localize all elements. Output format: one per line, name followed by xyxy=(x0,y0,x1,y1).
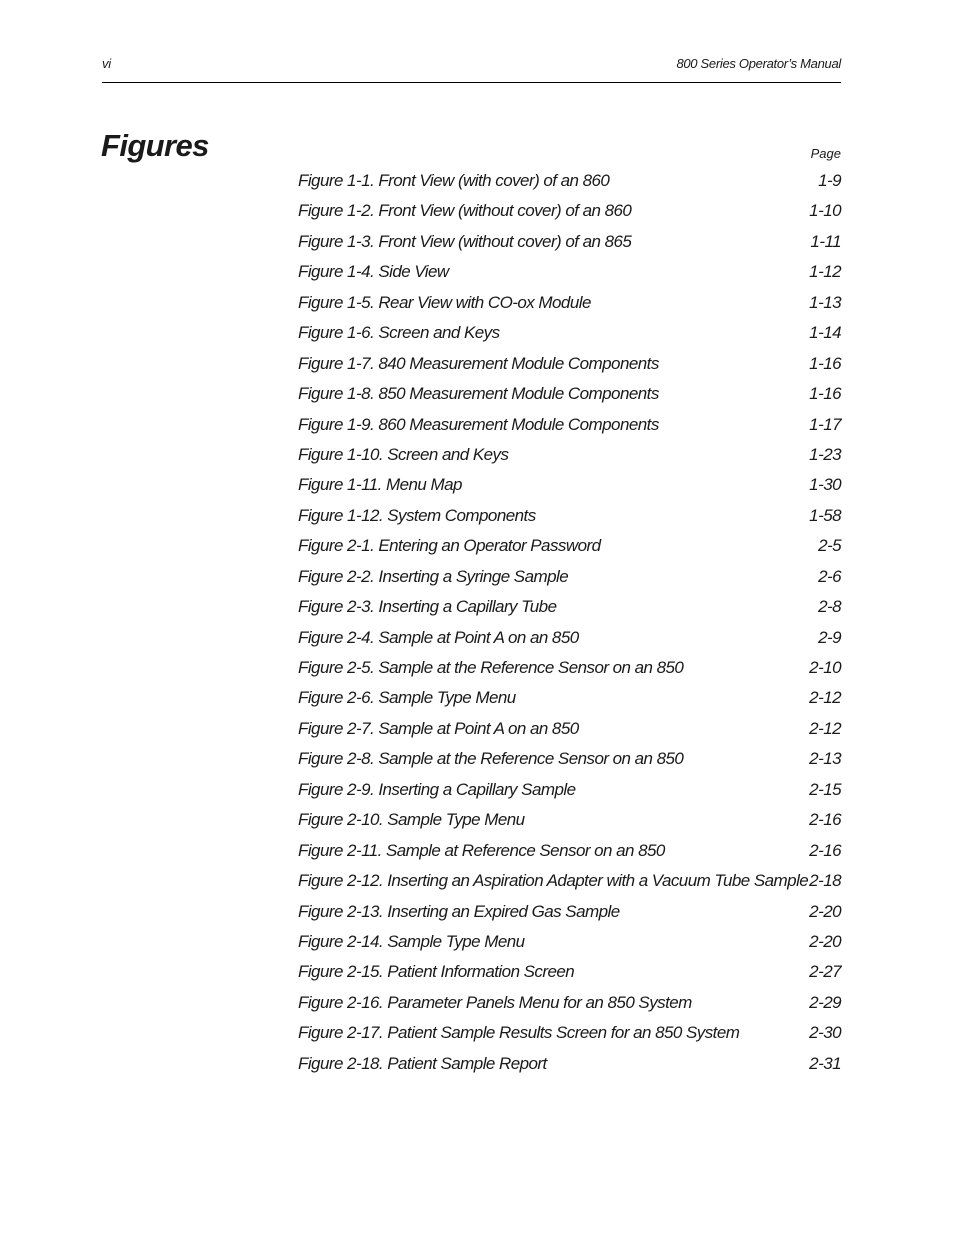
figure-entry xyxy=(298,714,841,744)
figure-entry xyxy=(298,836,841,866)
figure-title: Figure 2-16. Parameter Panels Menu for an 850 System xyxy=(298,992,692,1012)
header-page-number: vi xyxy=(102,56,111,71)
figure-page: 2-15 xyxy=(809,779,841,799)
figure-entry xyxy=(298,196,841,226)
figure-title: Figure 1-2. Front View (without cover) of an 860 xyxy=(298,201,632,221)
page-header xyxy=(102,56,841,83)
figure-title: Figure 1-11. Menu Map xyxy=(298,475,462,495)
page-column-label: Page xyxy=(810,146,841,161)
section-title: Figures xyxy=(101,128,209,163)
figure-page: 2-20 xyxy=(809,931,841,951)
figure-page: 1-9 xyxy=(818,171,841,190)
header-manual-title: 800 Series Operator’s Manual xyxy=(676,56,841,71)
figure-title: Figure 2-6. Sample Type Menu xyxy=(298,688,516,708)
figure-title: Figure 1-1. Front View (with cover) of an 860 xyxy=(298,171,610,190)
figure-title: Figure 2-13. Inserting an Expired Gas Sample xyxy=(298,901,620,921)
figure-title: Figure 1-7. 840 Measurement Module Components xyxy=(298,353,659,373)
figure-entry xyxy=(298,440,841,470)
figure-title: Figure 1-12. System Components xyxy=(298,505,536,525)
figure-page: 2-16 xyxy=(809,810,841,830)
figure-page: 2-27 xyxy=(809,962,841,982)
figure-page: 1-11 xyxy=(810,231,841,251)
figure-page: 1-13 xyxy=(809,292,841,312)
figure-title: Figure 2-10. Sample Type Menu xyxy=(298,810,525,830)
figure-title: Figure 2-3. Inserting a Capillary Tube xyxy=(298,597,557,617)
figure-title: Figure 2-15. Patient Information Screen xyxy=(298,962,575,982)
figure-entry xyxy=(298,744,841,774)
figure-entry xyxy=(298,897,841,927)
figure-title: Figure 2-7. Sample at Point A on an 850 xyxy=(298,718,579,738)
figure-page: 2-30 xyxy=(809,1023,841,1043)
figure-page: 2-5 xyxy=(818,536,841,556)
figure-list xyxy=(298,166,841,1079)
figure-title: Figure 1-5. Rear View with CO-ox Module xyxy=(298,292,591,312)
figure-entry xyxy=(298,288,841,318)
figure-title: Figure 1-3. Front View (without cover) of an 865 xyxy=(298,231,632,251)
figure-title: Figure 2-17. Patient Sample Results Screen for an 850 System xyxy=(298,1023,740,1043)
figure-title: Figure 2-9. Inserting a Capillary Sample xyxy=(298,779,576,799)
figure-entry xyxy=(298,653,841,683)
figure-entry xyxy=(298,562,841,592)
figure-title: Figure 2-5. Sample at the Reference Sensor on an 850 xyxy=(298,658,684,677)
figure-page: 2-20 xyxy=(809,901,841,921)
figure-page: 2-29 xyxy=(809,992,841,1012)
figure-entry xyxy=(298,866,841,896)
figure-entry xyxy=(298,470,841,500)
figure-page: 1-58 xyxy=(809,505,841,525)
figure-page: 1-14 xyxy=(809,323,841,343)
figure-entry xyxy=(298,592,841,622)
figure-page: 2-9 xyxy=(818,627,841,647)
figure-page: 2-16 xyxy=(809,840,841,860)
figure-entry xyxy=(298,166,841,196)
figure-page: 2-6 xyxy=(818,566,841,586)
figure-page: 1-23 xyxy=(809,444,841,464)
figure-page: 2-8 xyxy=(818,597,841,617)
figure-entry xyxy=(298,410,841,440)
figure-page: 1-30 xyxy=(809,475,841,495)
figure-page: 1-17 xyxy=(809,414,841,434)
figure-title: Figure 2-14. Sample Type Menu xyxy=(298,931,525,951)
figure-page: 2-13 xyxy=(809,749,841,769)
figure-entry xyxy=(298,957,841,987)
figure-entry xyxy=(298,531,841,561)
figure-entry xyxy=(298,379,841,409)
figure-title: Figure 1-10. Screen and Keys xyxy=(298,444,509,464)
figure-title: Figure 1-6. Screen and Keys xyxy=(298,323,500,343)
figure-entry xyxy=(298,775,841,805)
figure-title: Figure 2-12. Inserting an Aspiration Adapter with a Vacuum Tube Sample xyxy=(298,871,809,891)
figure-entry xyxy=(298,988,841,1018)
figure-entry xyxy=(298,805,841,835)
figure-entry xyxy=(298,683,841,713)
figure-page: 2-31 xyxy=(809,1053,841,1073)
figure-entry xyxy=(298,501,841,531)
figure-title: Figure 2-2. Inserting a Syringe Sample xyxy=(298,566,569,586)
figure-page: 2-10 xyxy=(809,658,841,677)
figure-page: 2-18 xyxy=(809,871,841,891)
figure-title: Figure 2-4. Sample at Point A on an 850 xyxy=(298,627,579,647)
figure-entry xyxy=(298,227,841,257)
figure-page: 2-12 xyxy=(809,718,841,738)
figure-entry xyxy=(298,1049,841,1079)
figure-page: 1-10 xyxy=(809,201,841,221)
figure-entry xyxy=(298,927,841,957)
figure-page: 1-16 xyxy=(809,353,841,373)
figure-title: Figure 1-8. 850 Measurement Module Components xyxy=(298,384,659,404)
figure-page: 1-12 xyxy=(809,262,841,282)
figure-title: Figure 2-11. Sample at Reference Sensor on an 850 xyxy=(298,840,665,860)
figure-title: Figure 1-9. 860 Measurement Module Components xyxy=(298,414,659,434)
figure-page: 2-12 xyxy=(809,688,841,708)
figure-title: Figure 2-18. Patient Sample Report xyxy=(298,1053,547,1073)
figure-entry xyxy=(298,318,841,348)
figure-entry xyxy=(298,349,841,379)
figure-page: 1-16 xyxy=(809,384,841,404)
figure-title: Figure 2-8. Sample at the Reference Sensor on an 850 xyxy=(298,749,684,769)
figure-title: Figure 1-4. Side View xyxy=(298,262,449,282)
figure-entry xyxy=(298,623,841,653)
figure-entry xyxy=(298,257,841,287)
figure-title: Figure 2-1. Entering an Operator Password xyxy=(298,536,601,556)
figure-entry xyxy=(298,1018,841,1048)
